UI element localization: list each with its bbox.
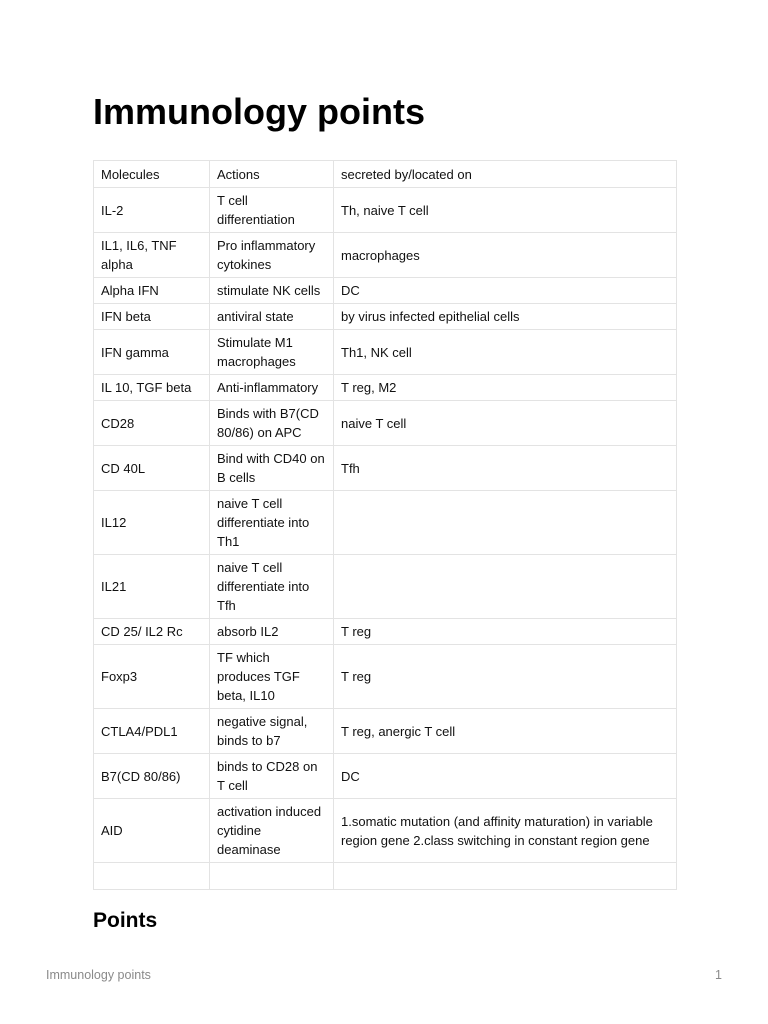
molecule-cell: AID <box>94 799 210 863</box>
action-cell: negative signal, binds to b7 <box>210 709 334 754</box>
table-row <box>94 278 677 304</box>
molecule-cell: B7(CD 80/86) <box>94 754 210 799</box>
action-cell: TF which produces TGF beta, IL10 <box>210 645 334 709</box>
empty-table-row <box>94 863 677 890</box>
action-cell: naive T cell differentiate into Th1 <box>210 491 334 555</box>
header-cell-secreted-by: secreted by/located on <box>334 161 677 188</box>
action-cell: absorb IL2 <box>210 619 334 645</box>
source-cell: by virus infected epithelial cells <box>334 304 677 330</box>
source-cell: naive T cell <box>334 401 677 446</box>
immunology-table <box>93 160 677 890</box>
molecule-cell: IL-2 <box>94 188 210 233</box>
action-cell: T cell differentiation <box>210 188 334 233</box>
molecule-cell: IL12 <box>94 491 210 555</box>
table-row <box>94 304 677 330</box>
molecule-cell: CD 25/ IL2 Rc <box>94 619 210 645</box>
source-cell: DC <box>334 278 677 304</box>
source-cell: DC <box>334 754 677 799</box>
source-cell <box>334 555 677 619</box>
source-cell: Th1, NK cell <box>334 330 677 375</box>
source-cell: T reg <box>334 619 677 645</box>
action-cell: activation induced cytidine deaminase <box>210 799 334 863</box>
action-cell: Stimulate M1 macrophages <box>210 330 334 375</box>
table-row <box>94 645 677 709</box>
action-cell: Pro inflammatory cytokines <box>210 233 334 278</box>
molecule-cell: IL21 <box>94 555 210 619</box>
table-row <box>94 330 677 375</box>
molecule-cell: IFN gamma <box>94 330 210 375</box>
action-cell: Anti-inflammatory <box>210 375 334 401</box>
molecule-cell: Alpha IFN <box>94 278 210 304</box>
action-cell: Bind with CD40 on B cells <box>210 446 334 491</box>
action-cell: naive T cell differentiate into Tfh <box>210 555 334 619</box>
action-cell: stimulate NK cells <box>210 278 334 304</box>
molecule-cell: IL 10, TGF beta <box>94 375 210 401</box>
table-row <box>94 233 677 278</box>
source-cell: 1.somatic mutation (and affinity maturation) in variable region gene 2.class switching in constant region gene <box>334 799 677 863</box>
table-row <box>94 555 677 619</box>
molecule-cell: IFN beta <box>94 304 210 330</box>
molecule-cell: CTLA4/PDL1 <box>94 709 210 754</box>
table-row <box>94 375 677 401</box>
table-row <box>94 799 677 863</box>
header-cell-actions: Actions <box>210 161 334 188</box>
molecule-cell: IL1, IL6, TNF alpha <box>94 233 210 278</box>
page-title: Immunology points <box>93 91 425 132</box>
table-row <box>94 709 677 754</box>
source-cell: Th, naive T cell <box>334 188 677 233</box>
molecule-cell: Foxp3 <box>94 645 210 709</box>
source-cell: Tfh <box>334 446 677 491</box>
footer-page-number: 1 <box>715 968 722 982</box>
molecule-cell: CD 40L <box>94 446 210 491</box>
table-row <box>94 446 677 491</box>
source-cell: T reg <box>334 645 677 709</box>
footer-document-name: Immunology points <box>46 968 151 982</box>
empty-cell <box>210 863 334 890</box>
section-heading-points: Points <box>93 909 158 932</box>
source-cell: T reg, M2 <box>334 375 677 401</box>
table-row <box>94 619 677 645</box>
action-cell: antiviral state <box>210 304 334 330</box>
source-cell: macrophages <box>334 233 677 278</box>
table-header-row <box>94 161 677 188</box>
table-row <box>94 491 677 555</box>
table-row <box>94 188 677 233</box>
empty-cell <box>94 863 210 890</box>
action-cell: Binds with B7(CD 80/86) on APC <box>210 401 334 446</box>
table-row <box>94 401 677 446</box>
table-row <box>94 754 677 799</box>
molecule-cell: CD28 <box>94 401 210 446</box>
action-cell: binds to CD28 on T cell <box>210 754 334 799</box>
header-cell-molecules: Molecules <box>94 161 210 188</box>
source-cell <box>334 491 677 555</box>
source-cell: T reg, anergic T cell <box>334 709 677 754</box>
empty-cell <box>334 863 677 890</box>
